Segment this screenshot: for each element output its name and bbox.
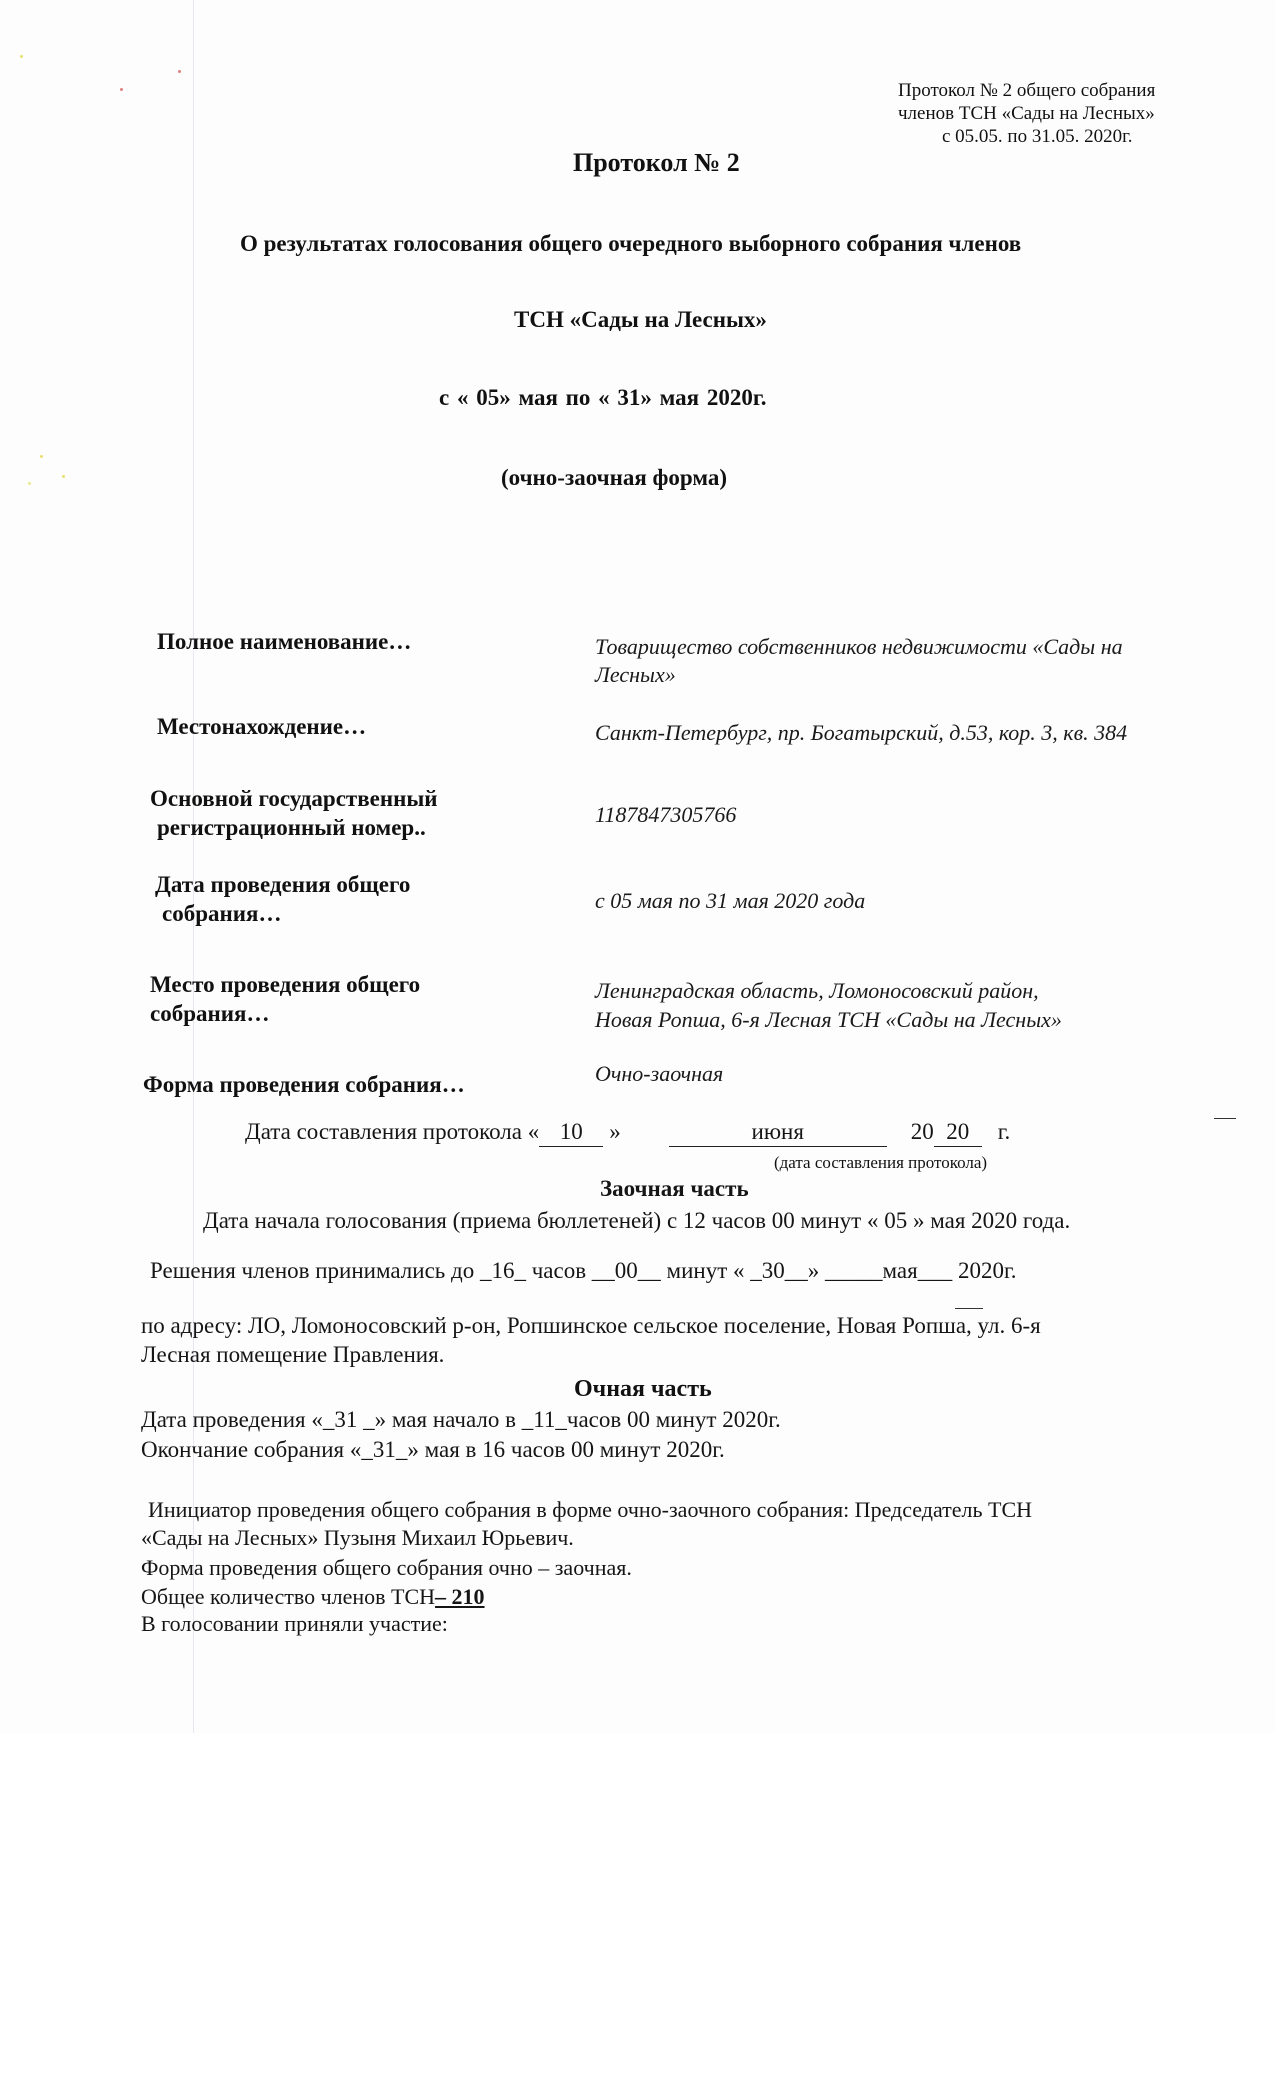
scan-speck [178, 70, 181, 73]
full-name-label: Полное наименование… [157, 629, 412, 654]
meeting-place-label: собрания… [150, 1001, 270, 1026]
ochnaya-date: Дата проведения «_31 _» мая начало в _11_часов 00 минут 2020г. [141, 1407, 781, 1432]
voting-address: по адресу: ЛО, Ломоносовский р-он, Ропшинское сельское поселение, Новая Ропша, ул. 6-я [141, 1313, 1041, 1338]
compiled-date-prefix: Дата составления протокола « [245, 1119, 540, 1144]
underline-mark [955, 1308, 983, 1309]
scan-speck [62, 475, 65, 478]
compiled-date-caption: (дата составления протокола) [774, 1153, 988, 1172]
scan-speck [40, 455, 43, 458]
compiled-day: 10 [539, 1117, 603, 1147]
members-total-count: – 210 [435, 1584, 485, 1609]
ogrn-label: регистрационный номер.. [157, 815, 426, 840]
participated-label: В голосовании приняли участие: [141, 1611, 448, 1636]
document-title: Протокол № 2 [573, 148, 740, 177]
header-note-line: Протокол № 2 общего собрания [898, 80, 1156, 101]
meeting-date-label: собрания… [162, 901, 282, 926]
meeting-date-label: Дата проведения общего [155, 872, 411, 897]
meeting-date-value: с 05 мая по 31 мая 2020 года [595, 888, 866, 913]
header-note [898, 79, 1155, 148]
meeting-form-statement: Форма проведения общего собрания очно – заочная. [141, 1555, 632, 1580]
meeting-period: с « 05» мая по « 31» мая 2020г. [439, 385, 767, 410]
members-total-label: Общее количество членов ТСН [141, 1584, 436, 1609]
compiled-year-prefix: 20 [910, 1119, 934, 1144]
meeting-form-label: Форма проведения собрания… [143, 1072, 465, 1097]
initiator: Инициатор проведения общего собрания в форме очно-заочного собрания: Председатель ТСН [148, 1497, 1033, 1522]
ogrn-label: Основной государственный [150, 786, 438, 811]
voting-address: Лесная помещение Правления. [141, 1342, 445, 1367]
decisions-deadline: Решения членов принимались до _16_ часов __00__ минут « _30__» _____мая___ 2020г. [150, 1258, 1017, 1283]
members-total [141, 1582, 485, 1611]
ogrn-value: 1187847305766 [595, 802, 737, 827]
compiled-date-line [245, 1117, 1010, 1147]
meeting-place-value: Новая Ропша, 6-я Лесная ТСН «Сады на Лесных» [595, 1007, 1062, 1032]
scan-speck [120, 88, 123, 91]
header-note-line: с 05.05. по 31.05. 2020г. [942, 126, 1133, 147]
ochnaya-heading: Очная часть [574, 1376, 712, 1402]
organization-name: ТСН «Сады на Лесных» [514, 307, 767, 332]
full-name-value: Товарищество собственников недвижимости «Сады на [595, 634, 1123, 659]
full-name-value: Лесных» [595, 662, 676, 687]
margin-dash [1214, 1118, 1236, 1119]
initiator: «Сады на Лесных» Пузыня Михаил Юрьевич. [141, 1525, 574, 1550]
meeting-form-value: Очно-заочная [595, 1061, 724, 1086]
ochnaya-end: Окончание собрания «_31_» мая в 16 часов 00 минут 2020г. [141, 1437, 725, 1462]
compiled-close: » [609, 1119, 621, 1144]
location-label: Местонахождение… [157, 714, 367, 739]
scan-speck [28, 482, 31, 485]
scan-speck [20, 55, 23, 58]
meeting-place-label: Место проведения общего [150, 972, 421, 997]
meeting-place-value: Ленинградская область, Ломоносовский район, [595, 978, 1039, 1003]
location-value: Санкт-Петербург, пр. Богатырский, д.53, кор. 3, кв. 384 [595, 720, 1128, 745]
compiled-g: г. [997, 1119, 1011, 1144]
compiled-month: июня [669, 1117, 887, 1147]
scan-edge-line [193, 0, 194, 1733]
header-note-line: членов ТСН «Сады на Лесных» [898, 103, 1155, 124]
voting-start: Дата начала голосования (приема бюллетеней) с 12 часов 00 минут « 05 » мая 2020 года. [203, 1208, 1071, 1233]
compiled-year: 20 [934, 1117, 982, 1147]
document-subject: О результатах голосования общего очередного выборного собрания членов [240, 231, 1022, 256]
meeting-form: (очно-заочная форма) [501, 465, 728, 490]
zaochnaya-heading: Заочная часть [600, 1176, 749, 1201]
